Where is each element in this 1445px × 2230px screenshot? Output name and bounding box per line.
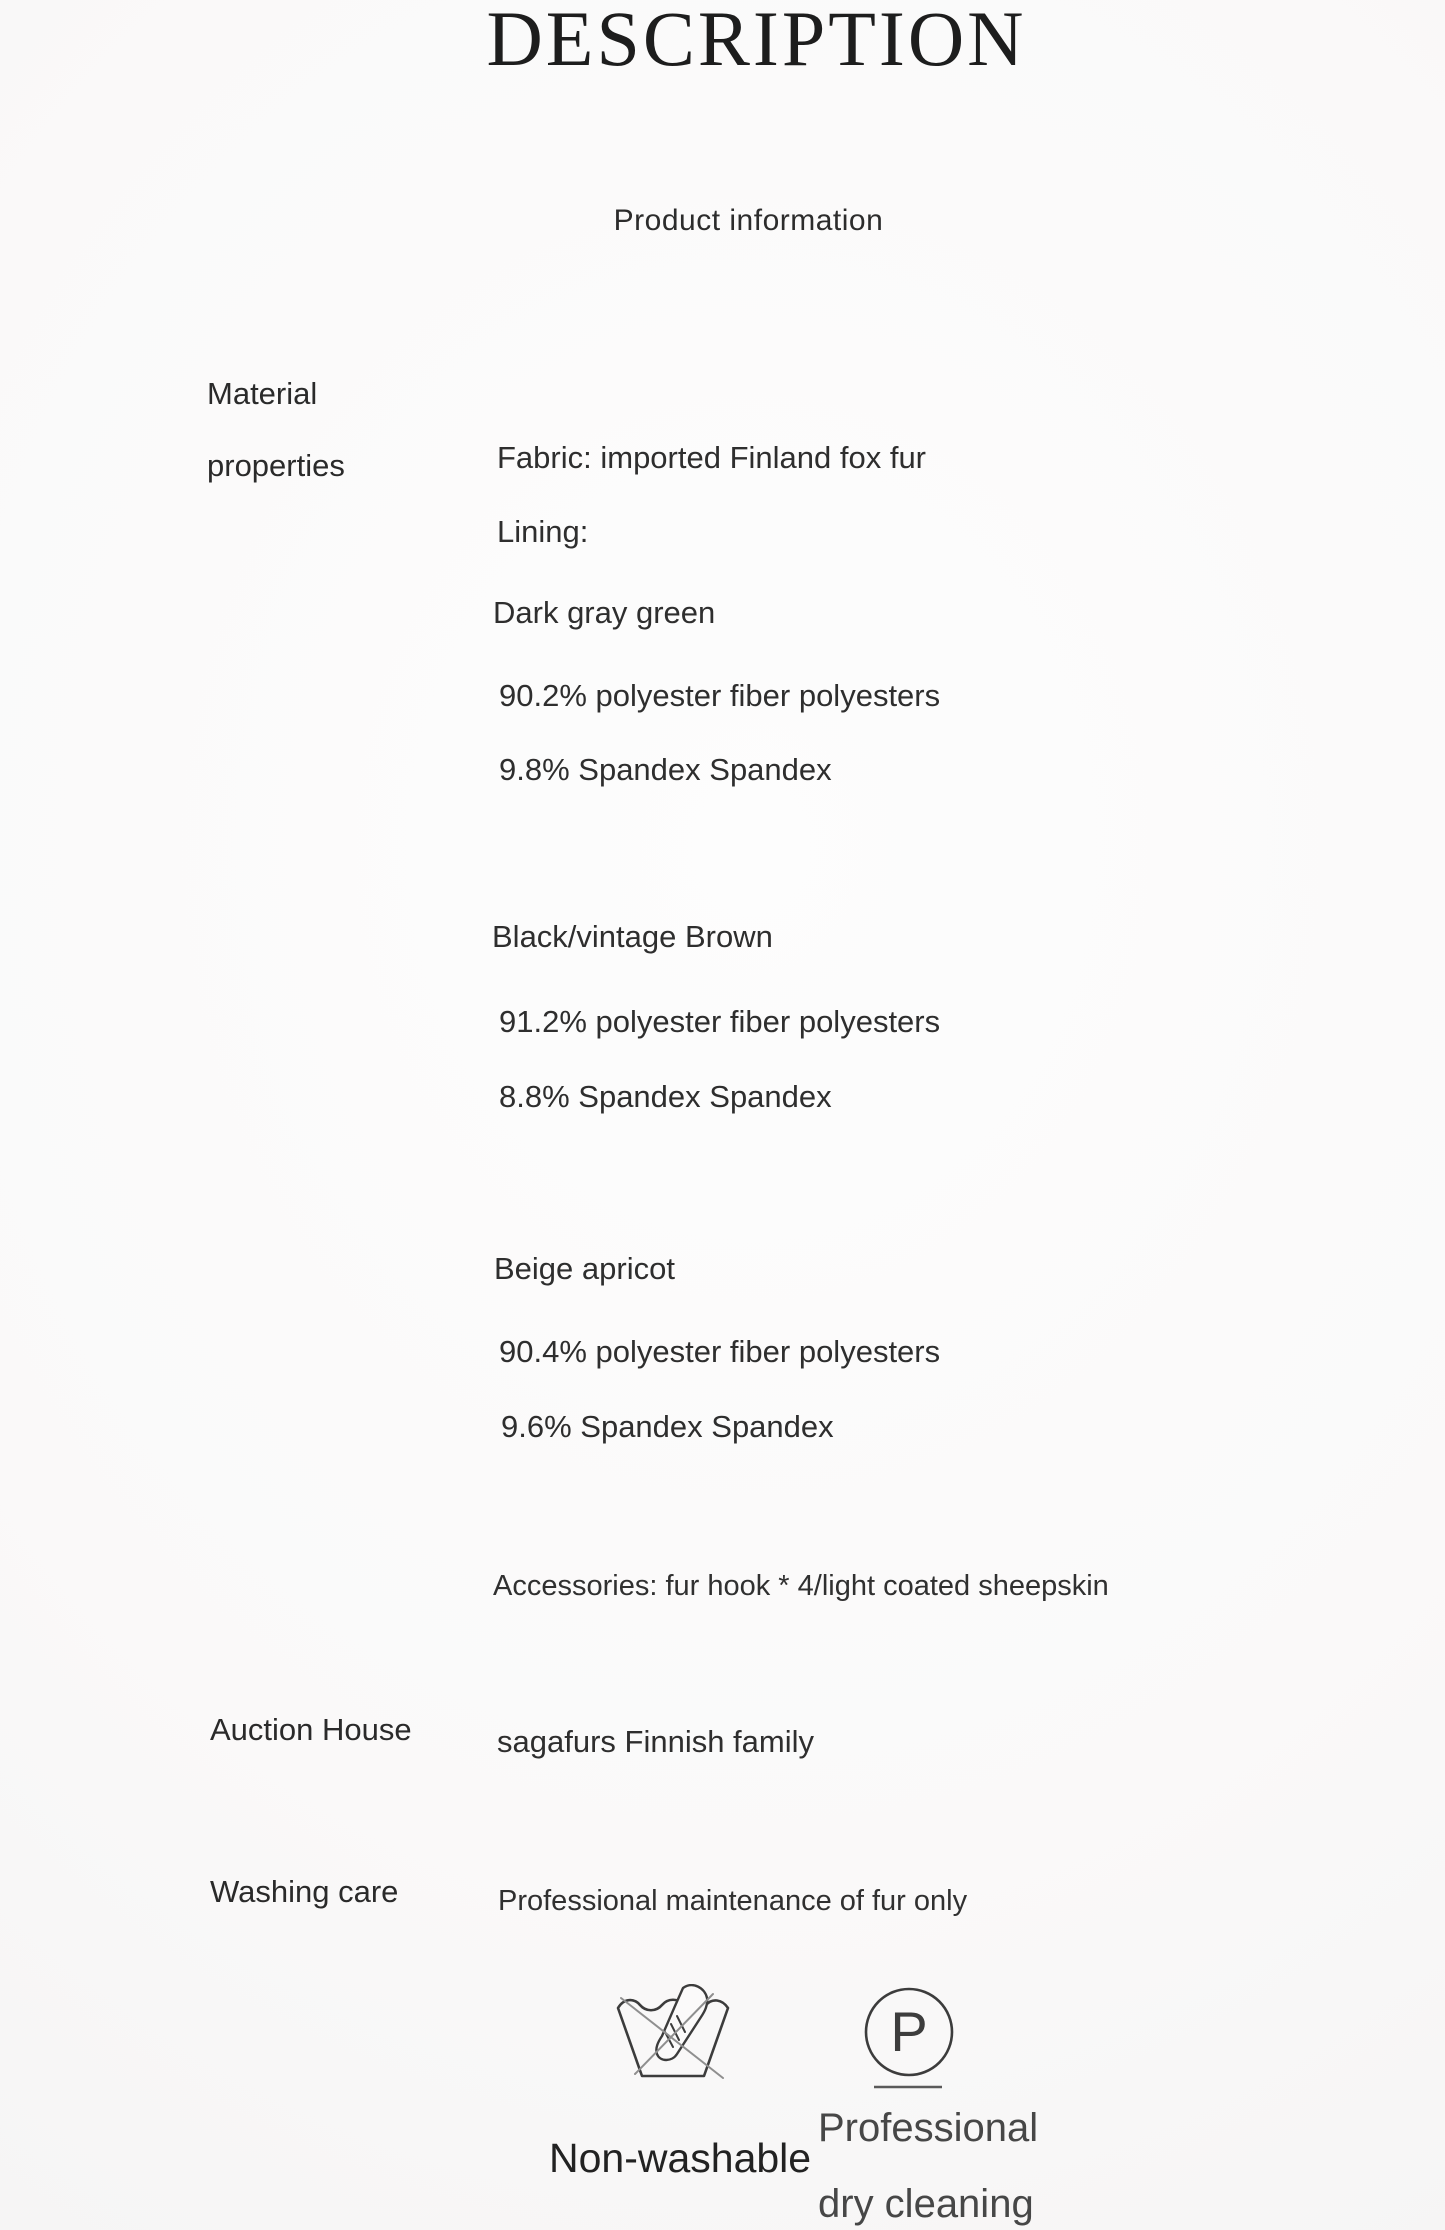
- page-title: DESCRIPTION: [486, 0, 1027, 82]
- no-hand-wash-icon: [613, 1984, 733, 2084]
- washing-care-label: Washing care: [210, 1874, 399, 1909]
- colorway-composition: 8.8% Spandex Spandex: [499, 1079, 832, 1114]
- svg-text:P: P: [890, 2000, 928, 2063]
- accessories-line: Accessories: fur hook * 4/light coated sheepskin: [493, 1570, 1109, 1602]
- fabric-line: Fabric: imported Finland fox fur: [497, 440, 927, 475]
- auction-house-label: Auction House: [210, 1712, 412, 1747]
- dry-cleaning-label-line2: dry cleaning: [818, 2182, 1034, 2226]
- colorway-name: Dark gray green: [493, 595, 716, 630]
- material-label-line1: Material: [207, 376, 318, 411]
- washing-care-value: Professional maintenance of fur only: [498, 1885, 968, 1917]
- colorway-composition: 9.6% Spandex Spandex: [501, 1409, 834, 1444]
- page-subtitle: Product information: [613, 204, 884, 237]
- non-washable-label: Non-washable: [549, 2135, 812, 2181]
- lining-label: Lining:: [497, 514, 589, 549]
- material-label-line2: properties: [207, 448, 345, 483]
- auction-house-value: sagafurs Finnish family: [497, 1724, 815, 1759]
- colorway-composition: 91.2% polyester fiber polyesters: [499, 1004, 941, 1039]
- colorway-composition: 9.8% Spandex Spandex: [499, 752, 832, 787]
- colorway-name: Black/vintage Brown: [492, 919, 773, 954]
- colorway-composition: 90.4% polyester fiber polyesters: [499, 1334, 941, 1369]
- circle-p-dry-clean-icon: [861, 1986, 957, 2096]
- dry-cleaning-label-line1: Professional: [818, 2106, 1039, 2150]
- colorway-name: Beige apricot: [494, 1251, 675, 1286]
- colorway-composition: 90.2% polyester fiber polyesters: [499, 678, 941, 713]
